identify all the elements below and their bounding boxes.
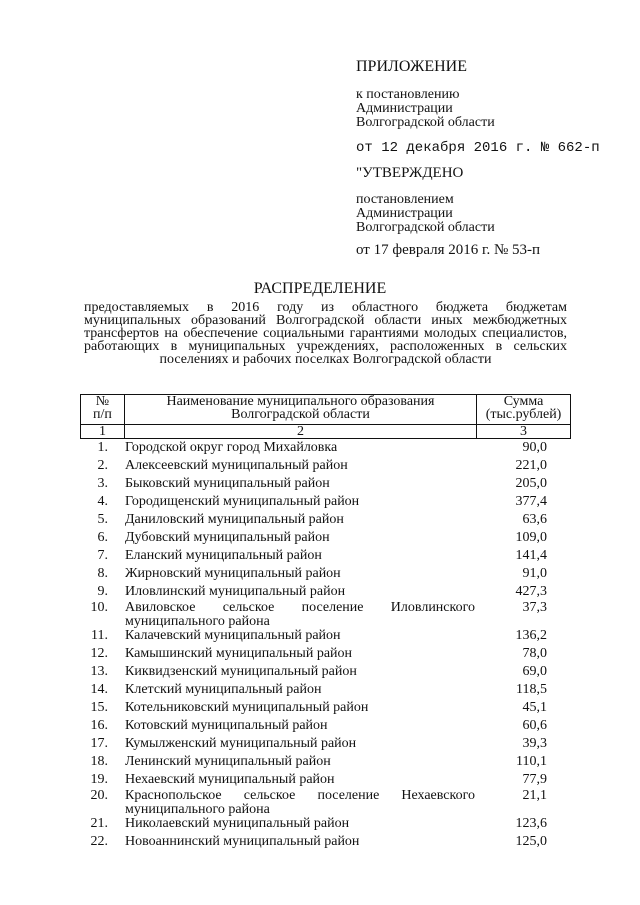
subtitle-line: трансфертов на обеспечение социальными гарантиями молодых специалистов,	[84, 326, 567, 341]
header-num-cell	[81, 395, 125, 425]
row-municipality-name: Дубовский муниципальный район	[125, 530, 330, 545]
row-amount: 21,1	[522, 788, 547, 803]
header-num-line1: №	[95, 394, 110, 409]
appendix-label: ПРИЛОЖЕНИЕ	[356, 58, 468, 75]
row-number: 14.	[90, 682, 108, 697]
subtitle-line: поселениях и рабочих поселках Волгоградской области	[159, 352, 492, 367]
row-municipality-name: Камышинский муниципальный район	[125, 646, 353, 661]
header-sum-line2: (тыс.рублей)	[485, 407, 562, 422]
row-number: 12.	[90, 646, 108, 661]
row-amount: 136,2	[515, 628, 547, 643]
row-number: 1.	[97, 440, 108, 455]
row-municipality-name: Даниловский муниципальный район	[125, 512, 344, 527]
to-resolution-line: Администрации	[356, 101, 453, 116]
col-number-2: 2	[124, 425, 476, 439]
row-number: 18.	[90, 754, 108, 769]
row-amount: 221,0	[515, 458, 547, 473]
row-number: 20.	[90, 788, 108, 803]
row-municipality-name: Иловлинский муниципальный район	[125, 584, 346, 599]
row-number: 13.	[90, 664, 108, 679]
approved-by-line: постановлением	[356, 192, 454, 207]
row-amount: 110,1	[516, 754, 547, 769]
row-municipality-name: Краснопольское сельское поселение Нехаевского муниципального района	[125, 788, 475, 817]
row-municipality-name: Алексеевский муниципальный район	[125, 458, 348, 473]
row-number: 6.	[97, 530, 108, 545]
row-amount: 63,6	[522, 512, 547, 527]
row-amount: 37,3	[522, 600, 547, 615]
row-number: 10.	[90, 600, 108, 615]
row-municipality-name: Котельниковский муниципальный район	[125, 700, 369, 715]
row-municipality-name: Кумылженский муниципальный район	[125, 736, 357, 751]
row-amount: 39,3	[522, 736, 547, 751]
header-sum-line1: Сумма	[503, 394, 544, 409]
row-amount: 205,0	[515, 476, 547, 491]
row-number: 16.	[90, 718, 108, 733]
table-row	[80, 495, 571, 509]
row-number: 11.	[91, 628, 108, 643]
row-amount: 60,6	[522, 718, 547, 733]
table-row	[80, 459, 571, 473]
row-amount: 141,4	[515, 548, 547, 563]
row-municipality-name: Быковский муниципальный район	[125, 476, 330, 491]
table-row	[80, 719, 571, 733]
row-number: 4.	[97, 494, 108, 509]
row-number: 15.	[90, 700, 108, 715]
table-row	[80, 817, 571, 831]
approved-by-line: Волгоградской области	[356, 220, 495, 235]
row-municipality-name: Николаевский муниципальный район	[125, 816, 350, 831]
subtitle-line: работающих в муниципальных учреждениях, расположенных в сельских	[84, 339, 567, 354]
subtitle-line: муниципальных образований Волгоградской области иных межбюджетных	[84, 313, 567, 328]
to-resolution-line: к постановлению	[356, 87, 460, 102]
approved-by-line: Администрации	[356, 206, 453, 221]
to-resolution-line: Волгоградской области	[356, 115, 495, 130]
row-number: 8.	[97, 566, 108, 581]
col-number-3: 3	[477, 425, 571, 439]
row-amount: 77,9	[522, 772, 547, 787]
row-amount: 427,3	[515, 584, 547, 599]
header-name-cell	[124, 395, 476, 425]
to-resolution-block	[356, 88, 495, 130]
table-row	[80, 601, 571, 629]
table-row	[80, 835, 571, 849]
row-number: 17.	[90, 736, 108, 751]
row-municipality-name: Еланский муниципальный район	[125, 548, 322, 563]
row-municipality-name: Калачевский муниципальный район	[125, 628, 341, 643]
table-row	[80, 477, 571, 491]
table-row	[80, 683, 571, 697]
document-subtitle	[84, 301, 567, 366]
row-municipality-name: Киквидзенский муниципальный район	[125, 664, 357, 679]
col-number-1: 1	[81, 425, 125, 439]
row-amount: 123,6	[515, 816, 547, 831]
row-number: 22.	[90, 834, 108, 849]
row-number: 21.	[90, 816, 108, 831]
row-municipality-name: Котовский муниципальный район	[125, 718, 328, 733]
header-name-line1: Наименование муниципального образования	[166, 394, 435, 409]
header-name-line2: Волгоградской области	[231, 407, 370, 422]
row-amount: 118,5	[516, 682, 547, 697]
table-row	[80, 647, 571, 661]
approved-by-block	[356, 193, 495, 235]
row-number: 7.	[97, 548, 108, 563]
table-row	[80, 665, 571, 679]
row-amount: 91,0	[522, 566, 547, 581]
row-municipality-name: Городищенский муниципальный район	[125, 494, 360, 509]
row-amount: 125,0	[515, 834, 547, 849]
row-number: 3.	[97, 476, 108, 491]
table-row	[80, 701, 571, 715]
row-amount: 109,0	[515, 530, 547, 545]
approved-label: "УТВЕРЖДЕНО	[356, 165, 464, 181]
table-row	[80, 531, 571, 545]
header-sum-cell	[477, 395, 571, 425]
row-amount: 78,0	[522, 646, 547, 661]
approved-date-line: от 17 февраля 2016 г. № 53-п	[356, 242, 541, 258]
row-municipality-name: Авиловское сельское поселение Иловлинского муниципального района	[125, 600, 475, 629]
table-row	[80, 585, 571, 599]
table-header	[80, 394, 571, 439]
table-row	[80, 755, 571, 769]
row-amount: 90,0	[522, 440, 547, 455]
row-number: 19.	[90, 772, 108, 787]
row-municipality-name: Нехаевский муниципальный район	[125, 772, 335, 787]
table-row	[80, 567, 571, 581]
table-row	[80, 737, 571, 751]
header-num-line2: п/п	[93, 407, 112, 422]
table-row	[80, 441, 571, 455]
row-municipality-name: Городской округ город Михайловка	[125, 440, 338, 455]
table-row	[80, 549, 571, 563]
subtitle-line: предоставляемых в 2016 году из областного бюджета бюджетам	[84, 300, 567, 315]
row-municipality-name: Новоаннинский муниципальный район	[125, 834, 360, 849]
row-municipality-name: Ленинский муниципальный район	[125, 754, 331, 769]
row-number: 5.	[97, 512, 108, 527]
row-municipality-name: Клетский муниципальный район	[125, 682, 322, 697]
table-row	[80, 629, 571, 643]
row-number: 9.	[97, 584, 108, 599]
resolution-date-line: от 12 декабря 2016 г. № 662-п	[356, 140, 600, 156]
row-municipality-name: Жирновский муниципальный район	[125, 566, 341, 581]
row-amount: 45,1	[522, 700, 547, 715]
table-row	[80, 513, 571, 527]
table-row	[80, 789, 571, 817]
table-row	[80, 773, 571, 787]
row-number: 2.	[97, 458, 108, 473]
document-title: РАСПРЕДЕЛЕНИЕ	[253, 280, 387, 297]
row-amount: 69,0	[522, 664, 547, 679]
row-amount: 377,4	[515, 494, 547, 509]
